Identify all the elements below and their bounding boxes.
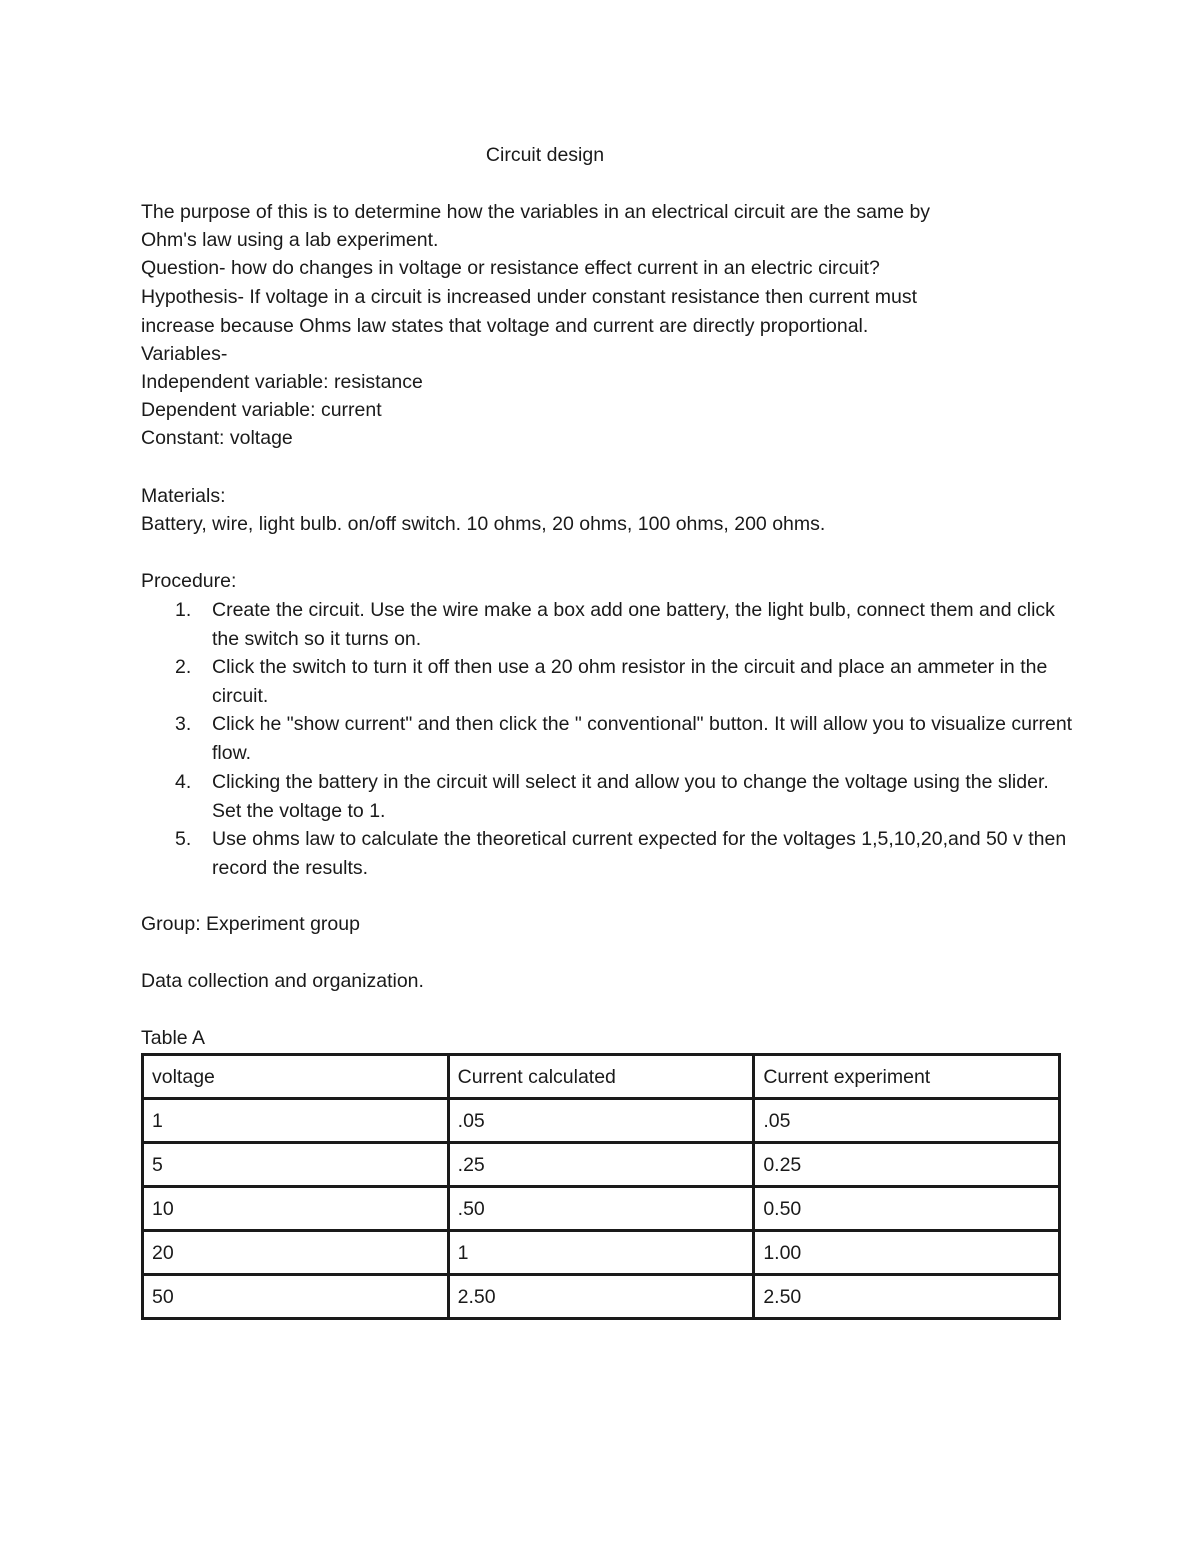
table-cell: 1 <box>448 1231 754 1275</box>
procedure-item <box>175 596 1075 653</box>
procedure-number: 2. <box>175 656 192 678</box>
table-row <box>143 1143 1060 1187</box>
table-cell: .50 <box>448 1187 754 1231</box>
table-row <box>143 1099 1060 1143</box>
procedure-item <box>175 653 1075 710</box>
table-cell: 2.50 <box>448 1275 754 1319</box>
hypothesis-line-1: Hypothesis- If voltage in a circuit is increased under constant resistance then current must <box>141 286 918 308</box>
table-cell: 2.50 <box>754 1275 1060 1319</box>
table-row <box>143 1187 1060 1231</box>
table-cell: 0.50 <box>754 1187 1060 1231</box>
table-cell: 1 <box>143 1099 449 1143</box>
table-row <box>143 1275 1060 1319</box>
purpose-line-1: The purpose of this is to determine how the variables in an electrical circuit are the same by <box>141 201 931 223</box>
table-header-row <box>143 1055 1060 1099</box>
table-label: Table A <box>141 1027 205 1049</box>
procedure-text: Click he "show current" and then click the " conventional" button. It will allow you to visualize current flow. <box>212 713 1073 764</box>
procedure-item <box>175 825 1075 882</box>
table-cell: .25 <box>448 1143 754 1187</box>
procedure-number: 3. <box>175 713 192 735</box>
table-cell: .05 <box>754 1099 1060 1143</box>
hypothesis-line-2: increase because Ohms law states that voltage and current are directly proportional. <box>141 315 869 337</box>
table-header-cell: Current experiment <box>754 1055 1060 1099</box>
dependent-variable: Dependent variable: current <box>141 399 382 421</box>
table-header-cell: Current calculated <box>448 1055 754 1099</box>
procedure-number: 4. <box>175 771 192 793</box>
procedure-text: Click the switch to turn it off then use a 20 ohm resistor in the circuit and place an ammeter in the circuit. <box>212 656 1048 707</box>
data-collection-heading: Data collection and organization. <box>141 970 424 992</box>
table-cell: 20 <box>143 1231 449 1275</box>
procedure-item <box>175 710 1075 767</box>
purpose-line-2: Ohm's law using a lab experiment. <box>141 229 439 251</box>
variables-heading: Variables- <box>141 343 228 365</box>
procedure-text: Clicking the battery in the circuit will select it and allow you to change the voltage using the slider. Set the voltage to 1. <box>212 771 1049 822</box>
table-cell: 0.25 <box>754 1143 1060 1187</box>
group-text: Group: Experiment group <box>141 913 360 935</box>
table-header-cell: voltage <box>143 1055 449 1099</box>
table-cell: 10 <box>143 1187 449 1231</box>
table-cell: .05 <box>448 1099 754 1143</box>
data-table <box>141 1053 1061 1320</box>
procedure-text: Use ohms law to calculate the theoretical current expected for the voltages 1,5,10,20,and 50 v then record the results. <box>212 828 1067 879</box>
procedure-text: Create the circuit. Use the wire make a box add one battery, the light bulb, connect them and click the switch so it turns on. <box>212 599 1055 650</box>
procedure-item <box>175 768 1075 825</box>
question-text: Question- how do changes in voltage or resistance effect current in an electric circuit? <box>141 257 880 279</box>
independent-variable: Independent variable: resistance <box>141 371 423 393</box>
table-cell: 1.00 <box>754 1231 1060 1275</box>
procedure-heading: Procedure: <box>141 570 237 592</box>
procedure-number: 5. <box>175 828 192 850</box>
constant-variable: Constant: voltage <box>141 427 293 449</box>
materials-list: Battery, wire, light bulb. on/off switch. 10 ohms, 20 ohms, 100 ohms, 200 ohms. <box>141 513 826 535</box>
procedure-number: 1. <box>175 599 192 621</box>
materials-heading: Materials: <box>141 485 226 507</box>
table-cell: 5 <box>143 1143 449 1187</box>
page-title: Circuit design <box>485 144 605 166</box>
table-cell: 50 <box>143 1275 449 1319</box>
table-row <box>143 1231 1060 1275</box>
